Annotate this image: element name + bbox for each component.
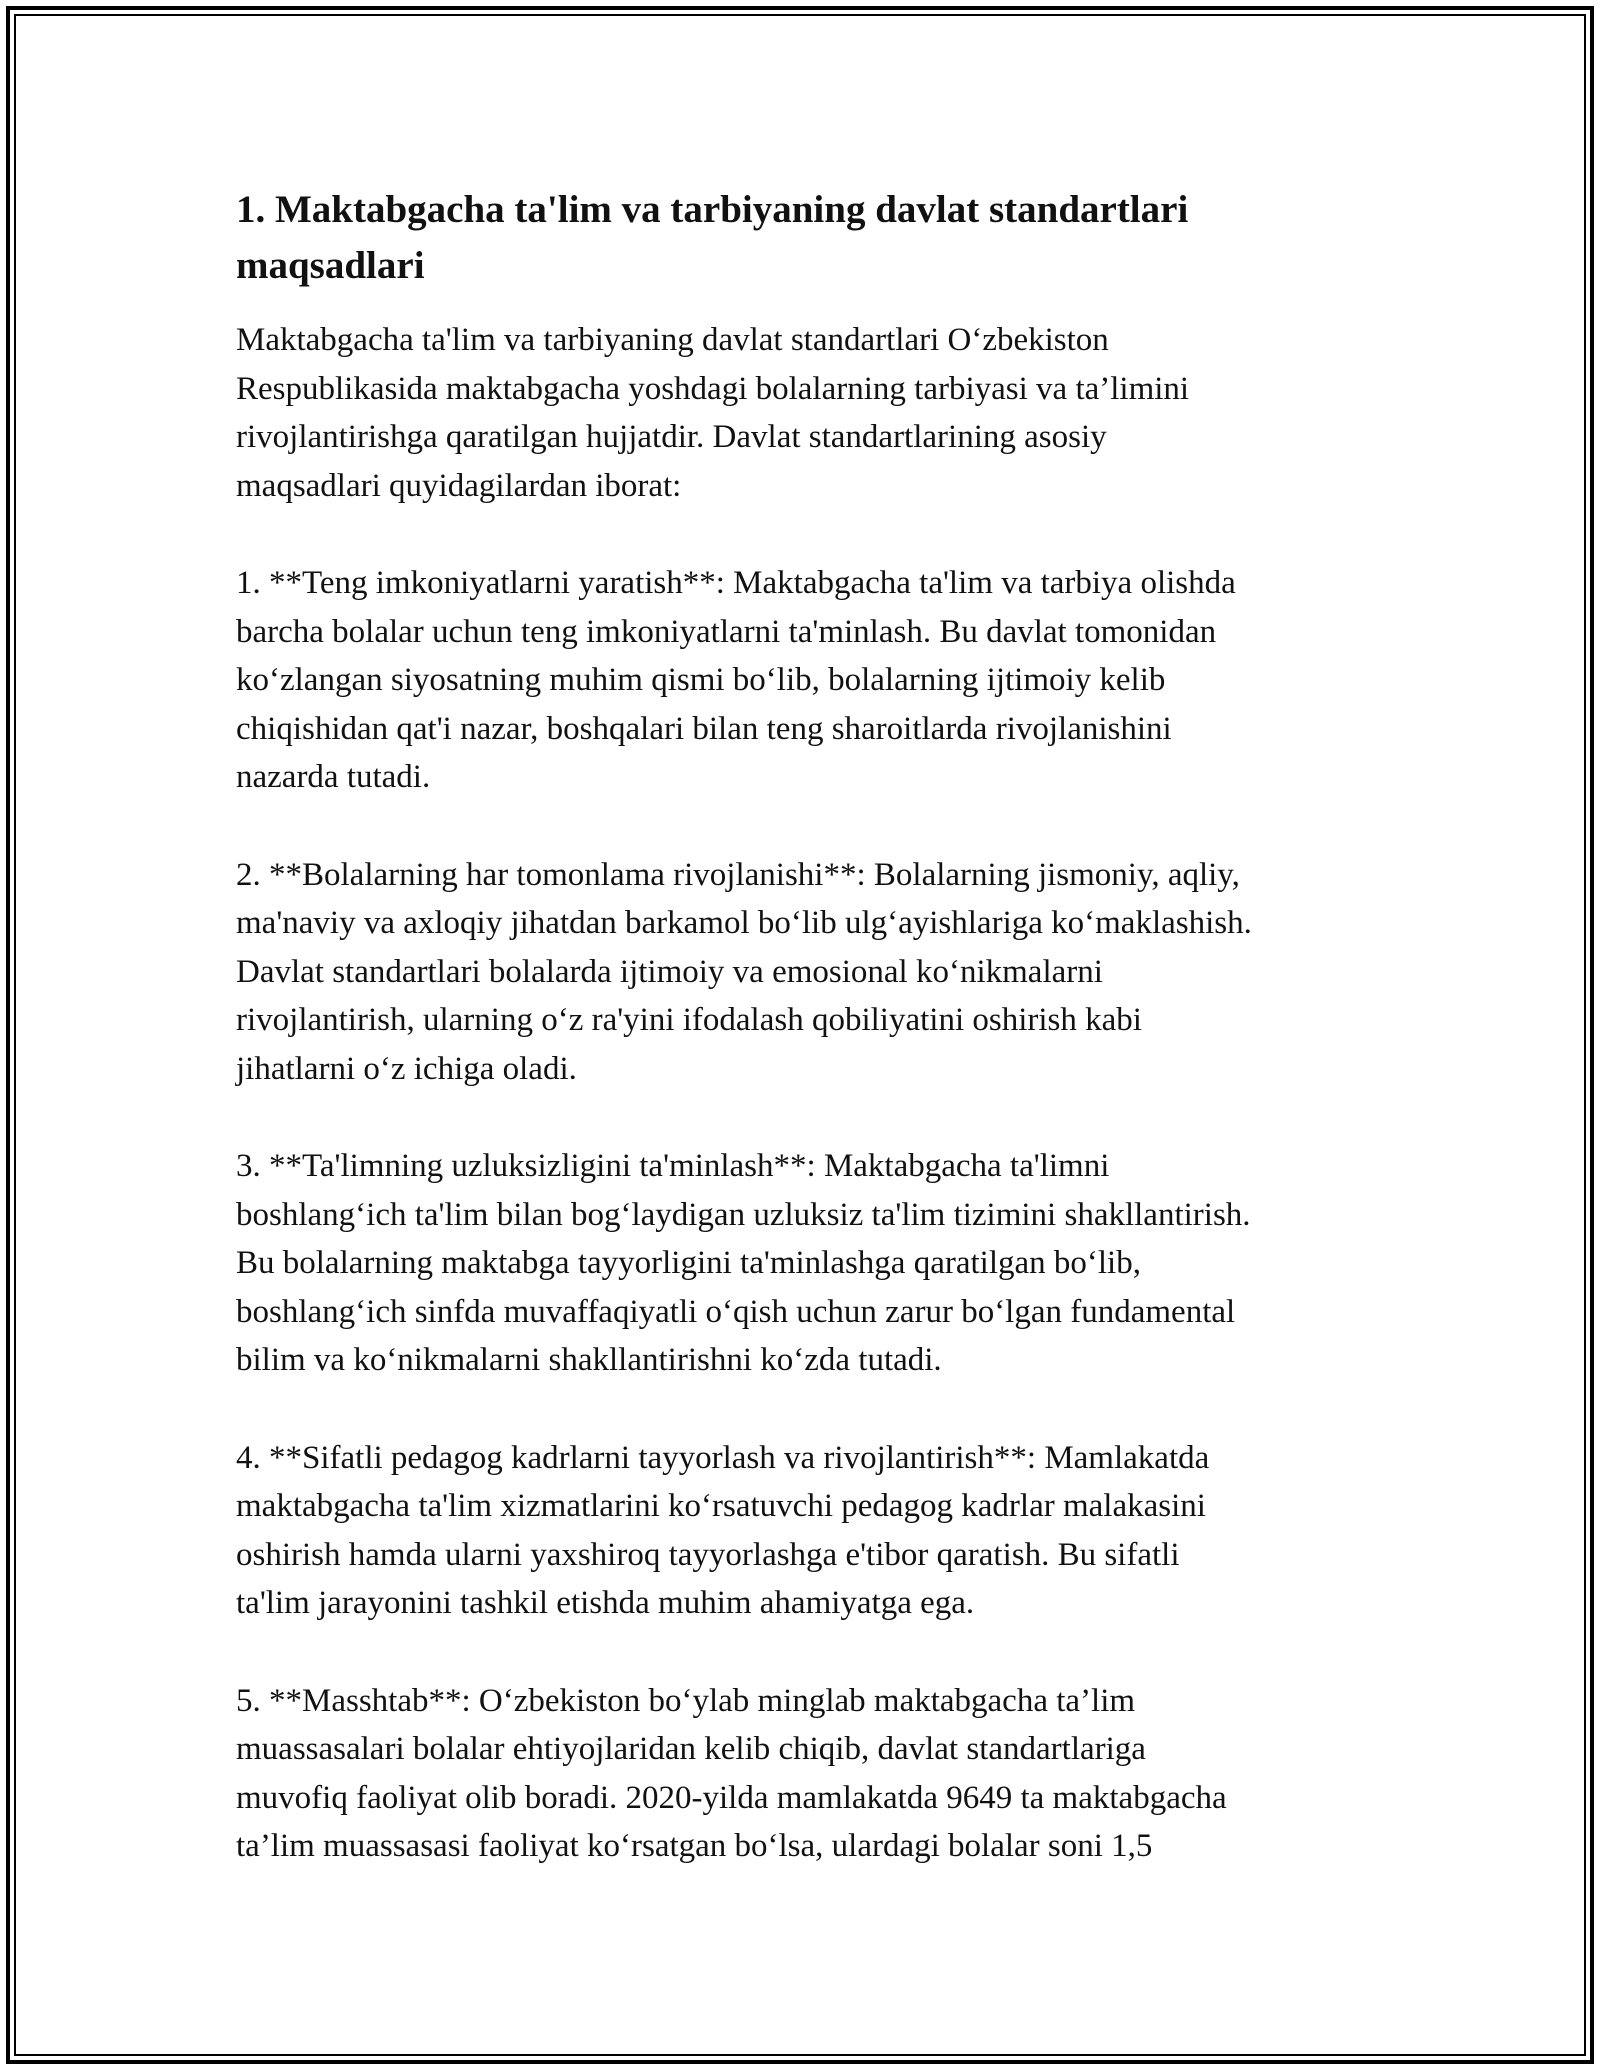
goal-paragraph-3: 3. **Ta'limning uzluksizligini ta'minlash**: Maktabgacha ta'limni boshlang‘ich ta'lim bilan bog‘laydigan uzluksiz ta'lim tizimini shakllantirish. Bu bolalarning maktabga tayyorligini ta'minlashga qaratilgan bo‘lib, boshlang‘ich sinfda muvaffaqiyatli o‘qish uchun zarur bo‘lgan fundamental bilim va ko‘nikmalarni shakllantirishni ko‘zda tutadi. (236, 1148, 1251, 1378)
goal-paragraph-4: 4. **Sifatli pedagog kadrlarni tayyorlash va rivojlantirish**: Mamlakatda maktabgacha ta'lim xizmatlarini ko‘rsatuvchi pedagog kadrlar malakasini oshirish hamda ularni yaxshiroq tayyorlashga e'tibor qaratish. Bu sifatli ta'lim jarayonini tashkil etishda muhim ahamiyatga ega. (236, 1439, 1210, 1621)
intro-paragraph: Maktabgacha ta'lim va tarbiyaning davlat standartlari O‘zbekiston Respublikasida maktabgacha yoshdagi bolalarning tarbiyasi va ta’limini rivojlantirishga qaratilgan hujjatdir. Davlat standartlarining asosiy maqsadlari quyidagilardan iborat: (236, 322, 1190, 504)
document-page (236, 182, 1386, 1920)
goal-paragraph-1: 1. **Teng imkoniyatlarni yaratish**: Maktabgacha ta'lim va tarbiya olishda barcha bolalar uchun teng imkoniyatlarni ta'minlash. Bu davlat tomonidan ko‘zlangan siyosatning muhim qismi bo‘lib, bolalarning ijtimoiy kelib chiqishidan qat'i nazar, boshqalari bilan teng sharoitlarda rivojlanishini nazarda tutadi. (236, 565, 1236, 795)
goal-paragraph-2: 2. **Bolalarning har tomonlama rivojlanishi**: Bolalarning jismoniy, aqliy, ma'naviy va axloqiy jihatdan barkamol bo‘lib ulg‘ayishlariga ko‘maklashish. Davlat standartlari bolalarda ijtimoiy va emosional ko‘nikmalarni rivojlantirish, ularning o‘z ra'yini ifodalash qobiliyatini oshirish kabi jihatlarni o‘z ichiga oladi. (236, 856, 1252, 1087)
goal-paragraph-5: 5. **Masshtab**: O‘zbekiston bo‘ylab minglab maktabgacha ta’lim muassasalari bolalar ehtiyojlaridan kelib chiqib, davlat standartlariga muvofiq faoliyat olib boradi. 2020-yilda mamlakatda 9649 ta maktabgacha ta’lim muassasasi faoliyat ko‘rsatgan bo‘lsa, ulardagi bolalar soni 1,5 (236, 1682, 1227, 1864)
section-heading: 1. Maktabgacha ta'lim va tarbiyaning davlat standartlari maqsadlari (236, 188, 1189, 287)
